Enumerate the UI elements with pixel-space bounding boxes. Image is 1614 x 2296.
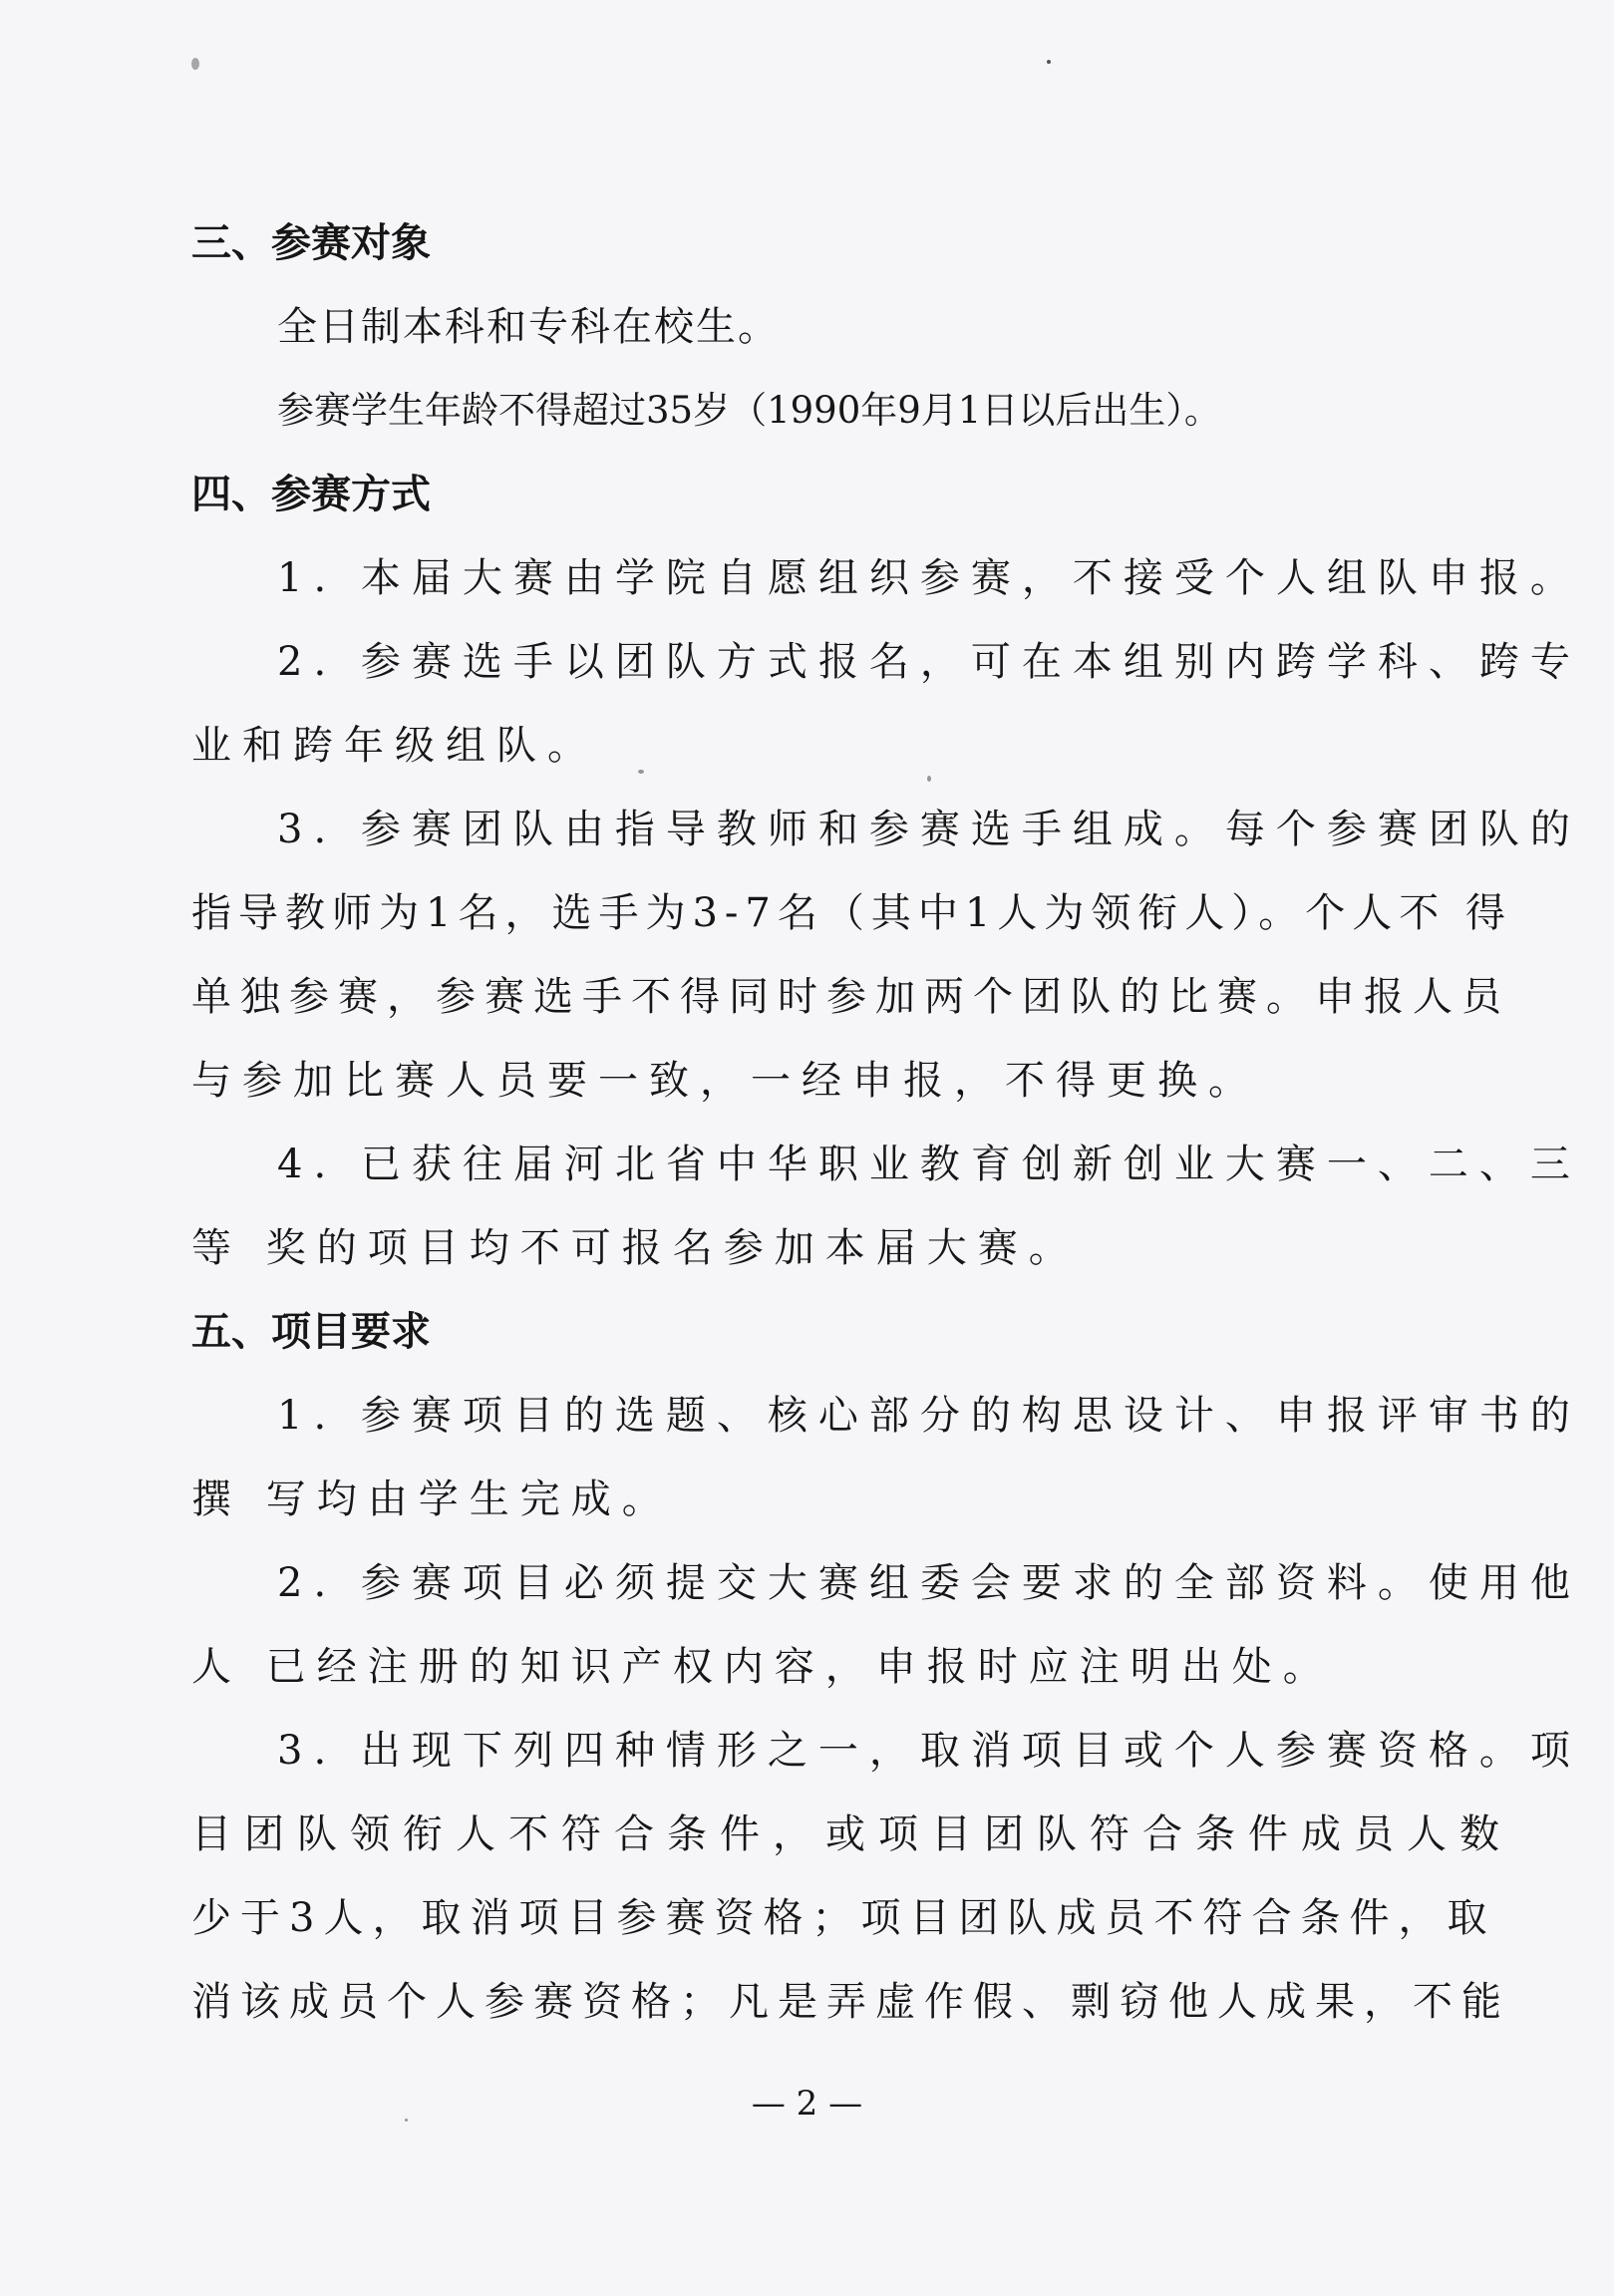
scan-speck: [927, 776, 931, 782]
paragraph-line: 单独参赛，参赛选手不得同时参加两个团队的比赛。申报人员: [191, 974, 1510, 1020]
paragraph-line: 少于3人，取消项目参赛资格；项目团队成员不符合条件，取: [191, 1895, 1496, 1941]
paragraph-line: 全日制本科和专科在校生。: [277, 304, 780, 350]
section-heading-4: 四、参赛方式: [191, 472, 431, 517]
section-heading-3: 三、参赛对象: [191, 220, 431, 266]
paragraph-line: 消该成员个人参赛资格；凡是弄虚作假、剽窃他人成果，不能: [191, 1979, 1510, 2025]
section-heading-5: 五、项目要求: [191, 1309, 431, 1355]
paragraph-line: 参赛学生年龄不得超过35岁（1990年9月1日以后出生）。: [277, 389, 1221, 432]
paragraph-line: 2. 参赛选手以团队方式报名，可在本组别内跨学科、跨专: [277, 639, 1581, 685]
paragraph-line: 4. 已获往届河北省中华职业教育创新创业大赛一、二、三: [277, 1142, 1581, 1187]
paragraph-line: 等 奖的项目均不可报名参加本届大赛。: [191, 1225, 1080, 1271]
scan-speck: [1047, 60, 1051, 64]
paragraph-line: 目团队领衔人不符合条件，或项目团队符合条件成员人数: [191, 1811, 1512, 1857]
page-number: — 2 —: [751, 2084, 863, 2124]
scan-speck: [191, 58, 199, 70]
paragraph-line: 2. 参赛项目必须提交大赛组委会要求的全部资料。使用他: [277, 1560, 1581, 1606]
paragraph-line: 业和跨年级组队。: [191, 723, 598, 769]
paragraph-line: 指导教师为1名，选手为3-7名（其中1人为领衔人）。个人不 得: [191, 890, 1513, 936]
paragraph-line: 撰 写均由学生完成。: [191, 1476, 673, 1522]
paragraph-line: 3. 参赛团队由指导教师和参赛选手组成。每个参赛团队的: [277, 807, 1581, 852]
paragraph-line: 1. 本届大赛由学院自愿组织参赛，不接受个人组队申报。: [277, 555, 1581, 601]
paragraph-line: 1. 参赛项目的选题、核心部分的构思设计、申报评审书的: [277, 1393, 1581, 1439]
paragraph-line: 与参加比赛人员要一致，一经申报，不得更换。: [191, 1058, 1259, 1104]
paragraph-line: 人 已经注册的知识产权内容，申报时应注明出处。: [191, 1644, 1334, 1690]
scan-speck: [638, 770, 644, 774]
paragraph-line: 3. 出现下列四种情形之一，取消项目或个人参赛资格。项: [277, 1728, 1581, 1774]
